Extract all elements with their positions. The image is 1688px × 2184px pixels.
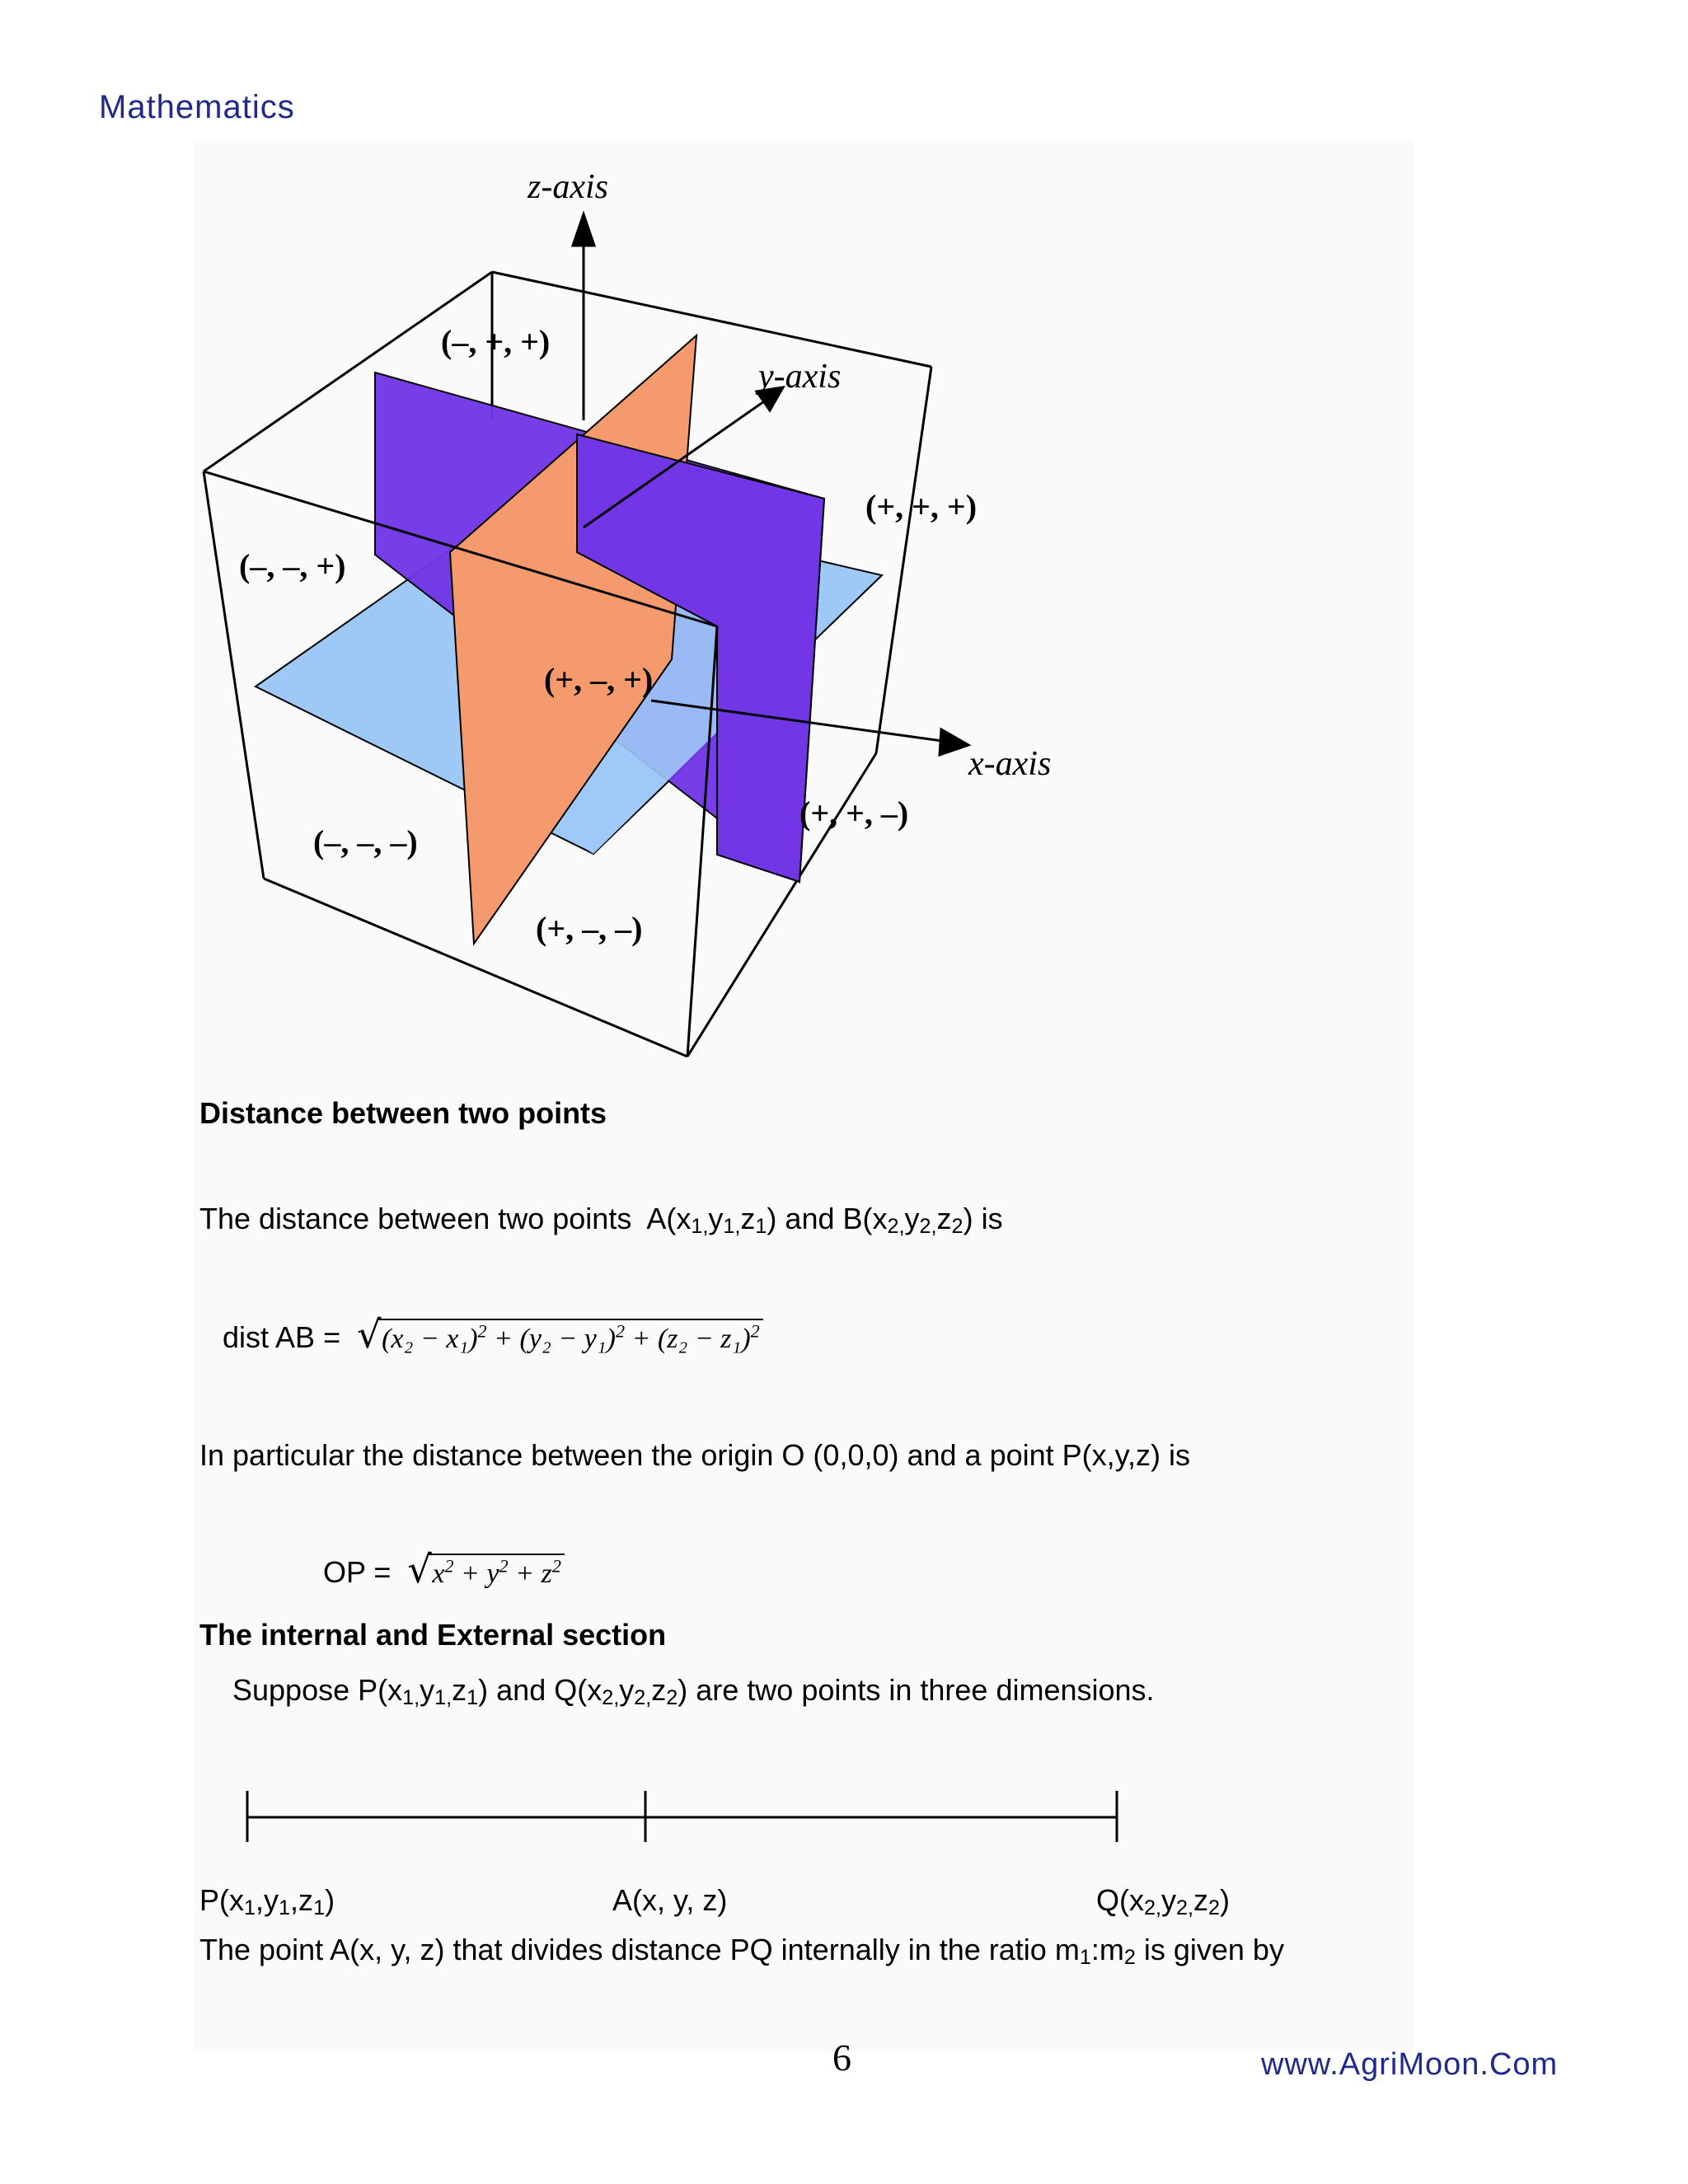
header-subject: Mathematics: [99, 89, 295, 125]
z-axis-arrow: [573, 214, 594, 246]
box-edge: [492, 272, 931, 367]
page-number: 6: [832, 2036, 851, 2079]
label-point-a: A(x, y, z): [612, 1883, 728, 1917]
x-axis-label: x-axis: [968, 745, 1052, 783]
octant-label: (+, +, +): [865, 488, 978, 525]
octant-label: (–, +, +): [441, 323, 551, 360]
octant-label: (–, –, +): [239, 547, 346, 584]
segment-pq: [239, 1784, 1129, 1842]
octant-label: (+, –, +): [544, 661, 654, 698]
box-edge: [876, 367, 931, 753]
section-heading-distance: Distance between two points: [199, 1096, 607, 1130]
section-ratio-text: The point A(x, y, z) that divides distance PQ internally in the ratio $m_1:m_2$ is given by: [199, 1933, 1284, 1969]
box-edge: [204, 471, 264, 879]
sqrt-distance: √ $(x_2 - x_1)^2 + (y_2 - y_1)^2 + (z_2 - z_1)^2$: [357, 1319, 763, 1355]
point-a: $A(x_{1,}y_{1,}z_1)$: [646, 1202, 777, 1238]
distance-intro: The distance between two points $A(x_{1,}y_{1,}z_1)$ and $B(x_{2,}y_{2,}z_2)$ is: [199, 1202, 1003, 1238]
sqrt-op: √ $x^2 + y^2 + z^2$: [407, 1554, 564, 1590]
dist-ab-formula: dist AB = √ $(x_2 - x_1)^2 + (y_2 - y_1)^2 + (z_2 - z_1)^2$: [223, 1319, 763, 1355]
point-b: $B(x_{2,}y_{2,}z_2)$: [842, 1202, 973, 1238]
x-axis-arrow: [940, 729, 968, 755]
label-point-p: $P(x_1,y_1,z_1)$: [199, 1883, 335, 1919]
op-formula: OP = √ $x^2 + y^2 + z^2$: [323, 1554, 565, 1590]
z-axis-label: z-axis: [528, 168, 608, 206]
label-point-q: $Q(x_{2,}y_{2,}z_2)$: [1096, 1883, 1231, 1919]
octant-label: (+, –, –): [536, 910, 643, 947]
distance-particular: In particular the distance between the origin O (0,0,0) and a point P(x,y,z) is: [199, 1438, 1190, 1472]
section-suppose: Suppose $P(x_{1,}y_{1,}z_1)$ and $Q(x_{2,}y_{2,}z_2)$ are two points in three dimensions.: [232, 1673, 1155, 1709]
footer-website-link[interactable]: www.AgriMoon.Com: [1261, 2047, 1559, 2082]
y-axis-label: y-axis: [758, 358, 842, 396]
octant-label: (+, +, –): [799, 794, 909, 832]
section-heading-internal-external: The internal and External section: [199, 1618, 667, 1652]
octant-label: (–, –, –): [313, 823, 418, 860]
octant-figure: [190, 165, 1096, 1071]
